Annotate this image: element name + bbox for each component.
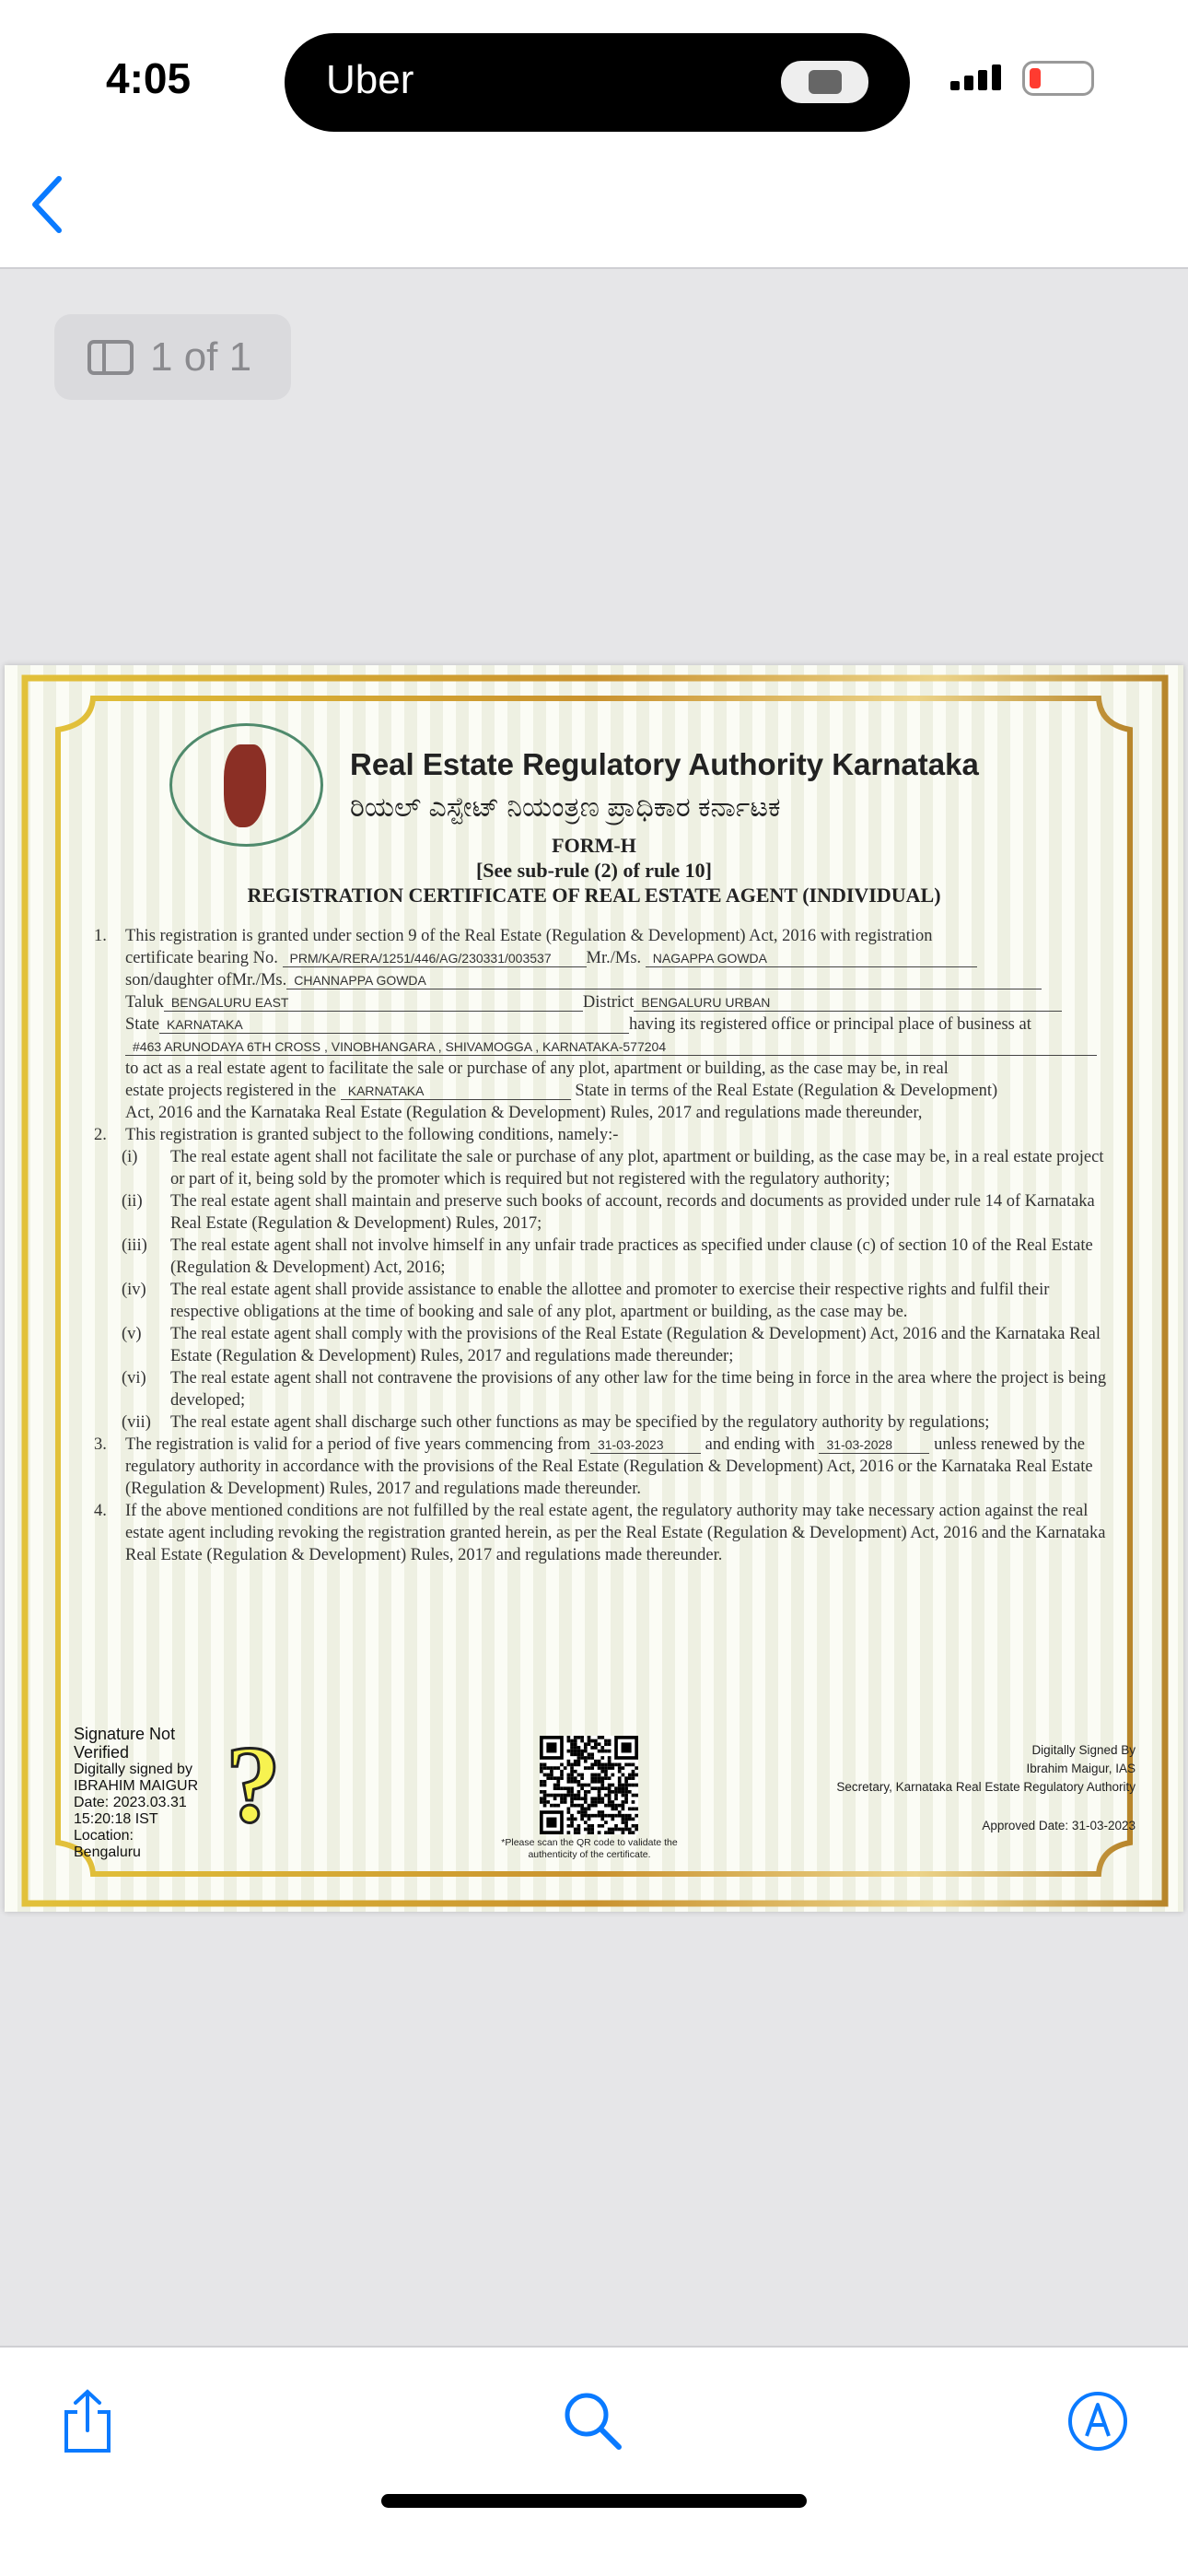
label: State in terms of the Real Estate (Regulation & Development)	[575, 1082, 998, 1100]
status-time: 4:05	[106, 54, 192, 102]
chevron-left-icon	[28, 175, 64, 234]
condition-item	[122, 1367, 1116, 1411]
certificate-body	[94, 925, 1116, 1566]
home-indicator[interactable]	[381, 2494, 807, 2508]
condition-text: The real estate agent shall comply with the provisions of the Real Estate (Regulation & Development) Act, 2016 and the Karnataka Real Estate (Regulation & Development) Rules, 2017 and regulations made thereunder;	[170, 1325, 1101, 1365]
page-indicator[interactable]	[54, 314, 291, 400]
condition-number: (i)	[122, 1148, 138, 1166]
label: son/daughter ofMr./Ms.	[125, 971, 287, 989]
qr-code[interactable]	[540, 1736, 638, 1834]
para-number: 2.	[94, 1126, 107, 1144]
back-button[interactable]	[28, 175, 92, 249]
markup-icon[interactable]	[1066, 2390, 1129, 2453]
condition-item	[122, 1235, 1116, 1279]
condition-number: (iii)	[122, 1236, 147, 1255]
label: State	[125, 1015, 159, 1034]
condition-number: (vi)	[122, 1369, 146, 1388]
top-bar	[0, 0, 1188, 269]
taluk: BENGALURU EAST	[164, 994, 583, 1012]
sig-line: IBRAHIM MAIGUR	[74, 1778, 199, 1794]
condition-text: The real estate agent shall not facilitate the sale or purchase of any plot, apartment or building, as the case may be, in a real estate project or part of it, being sold by the promoter which is required but not registered with the regulatory authority;	[170, 1148, 1104, 1188]
condition-text: The real estate agent shall not involve himself in any unfair trade practices as specified under clause (c) of section 10 of the Real Estate (Regulation & Development) Act, 2016;	[170, 1236, 1093, 1277]
sidebar-icon	[87, 340, 134, 375]
para-text: This registration is granted subject to the following conditions, namely:-	[125, 1126, 619, 1144]
label: estate projects registered in the	[125, 1082, 337, 1100]
valid-from: 31-03-2023	[590, 1436, 701, 1454]
share-icon[interactable]	[59, 2388, 116, 2454]
condition-text: The real estate agent shall provide assistance to enable the allottee and promoter to exercise their respective rights and fulfil their respective obligations at the time of booking and sale of any plot, apartment or building, as the case may be.	[170, 1281, 1050, 1321]
sig-line: Secretary, Karnataka Real Estate Regulatory Authority	[836, 1780, 1136, 1794]
org-name: Real Estate Regulatory Authority Karnataka	[350, 747, 979, 781]
business-address: #463 ARUNODAYA 6TH CROSS , VINOBHANGARA , SHIVAMOGGA , KARNATAKA-577204	[125, 1038, 1097, 1056]
sig-line: Bengaluru	[74, 1844, 141, 1860]
state: KARNATAKA	[159, 1016, 629, 1034]
condition-item	[122, 1279, 1116, 1323]
condition-text: The real estate agent shall maintain and preserve such books of account, records and documents as provided under rule 14 of Karnataka Real Estate (Regulation & Development) Rules, 2017;	[170, 1192, 1095, 1233]
certificate-page	[5, 665, 1183, 1912]
sig-line: Date: 2023.03.31	[74, 1795, 187, 1810]
approved-date: Approved Date: 31-03-2023	[982, 1819, 1136, 1832]
form-label: FORM-H	[552, 834, 636, 857]
label: certificate bearing No.	[125, 949, 278, 967]
project-state: KARNATAKA	[341, 1083, 571, 1100]
conditions-list	[94, 1146, 1116, 1434]
label: Taluk	[125, 993, 164, 1012]
sig-line: Digitally Signed By	[1031, 1743, 1136, 1757]
page-count: 1 of 1	[150, 334, 252, 380]
car-icon	[781, 61, 868, 103]
condition-number: (iv)	[122, 1281, 146, 1299]
sig-line: Ibrahim Maigur, IAS	[1026, 1762, 1136, 1775]
qr-caption: *Please scan the QR code to validate the authenticity of the certificate.	[501, 1837, 678, 1860]
sig-line: 15:20:18 IST	[74, 1811, 158, 1827]
signature-status: Signature Not Verified	[74, 1725, 176, 1762]
label: Mr./Ms.	[586, 949, 642, 967]
unverified-question-icon: ?	[226, 1723, 281, 1845]
battery-icon	[1022, 61, 1094, 96]
signal-icon	[950, 64, 1001, 90]
para-text: The registration is valid for a period of five years commencing from 31-03-2023 and ending with 31-03-2028 unless renewed by the regulatory authority in accordance with the provisions of the Real Estate (Regulation & Development) Act, 2016 or the Karnataka Real Estate (Regulation & Development) Rules, 2017 and regulations made thereunder.	[125, 1435, 1093, 1498]
para-text: Act, 2016 and the Karnataka Real Estate (Regulation & Development) Rules, 2017 and regulations made thereunder,	[125, 1104, 923, 1122]
para-text: to act as a real estate agent to facilitate the sale or purchase of any plot, apartment or building, as the case may be, in real	[125, 1060, 949, 1078]
para-number: 1.	[94, 927, 107, 945]
condition-number: (v)	[122, 1325, 142, 1343]
para-number: 3.	[94, 1435, 107, 1454]
para-number: 4.	[94, 1502, 107, 1520]
certificate-title: REGISTRATION CERTIFICATE OF REAL ESTATE AGENT (INDIVIDUAL)	[247, 884, 941, 907]
parent-name: CHANNAPPA GOWDA	[286, 972, 1042, 989]
org-name-kannada: ರಿಯಲ್ ಎಸ್ಟೇಟ್ ನಿಯಂತ್ರಣ ಪ್ರಾಧಿಕಾರ ಕರ್ನಾಟಕ	[350, 792, 781, 823]
condition-text: The real estate agent shall discharge such other functions as may be specified by the regulatory authority by regulations;	[170, 1413, 990, 1432]
digital-signature-right	[836, 1741, 1136, 1835]
condition-text: The real estate agent shall not contravene the provisions of any other law for the time being in force in the area where the project is being developed;	[170, 1369, 1107, 1410]
valid-until: 31-03-2028	[819, 1436, 929, 1454]
registration-number: PRM/KA/RERA/1251/446/AG/230331/003537	[283, 950, 587, 967]
dynamic-island[interactable]	[285, 33, 910, 132]
condition-item	[122, 1323, 1116, 1367]
agent-name: NAGAPPA GOWDA	[646, 950, 977, 967]
district: BENGALURU URBAN	[634, 994, 1062, 1012]
bottom-toolbar	[0, 2346, 1188, 2576]
condition-number: (ii)	[122, 1192, 143, 1211]
live-activity-app: Uber	[326, 57, 414, 102]
para-text: If the above mentioned conditions are not fulfilled by the real estate agent, the regulatory authority may take necessary action against the real estate agent including revoking the registration granted herein, as per the Real Estate (Regulation & Development) Act, 2016 and the Karnataka Real Estate (Regulation & Development) Rules, 2017 and regulations made thereunder.	[125, 1502, 1106, 1564]
condition-item	[122, 1146, 1116, 1190]
digital-signature-left	[74, 1725, 212, 1861]
label: District	[582, 993, 635, 1012]
condition-number: (vii)	[122, 1413, 151, 1432]
condition-item	[122, 1411, 1116, 1434]
para-text: This registration is granted under section 9 of the Real Estate (Regulation & Development) Act, 2016 with registration	[125, 927, 933, 945]
sig-line: Digitally signed by	[74, 1762, 192, 1777]
search-icon[interactable]	[562, 2390, 623, 2451]
rera-logo	[169, 723, 323, 847]
subrule: [See sub-rule (2) of rule 10]	[475, 859, 712, 882]
sig-line: Location:	[74, 1828, 134, 1844]
condition-item	[122, 1190, 1116, 1235]
label: having its registered office or principal place of business at	[629, 1015, 1031, 1034]
